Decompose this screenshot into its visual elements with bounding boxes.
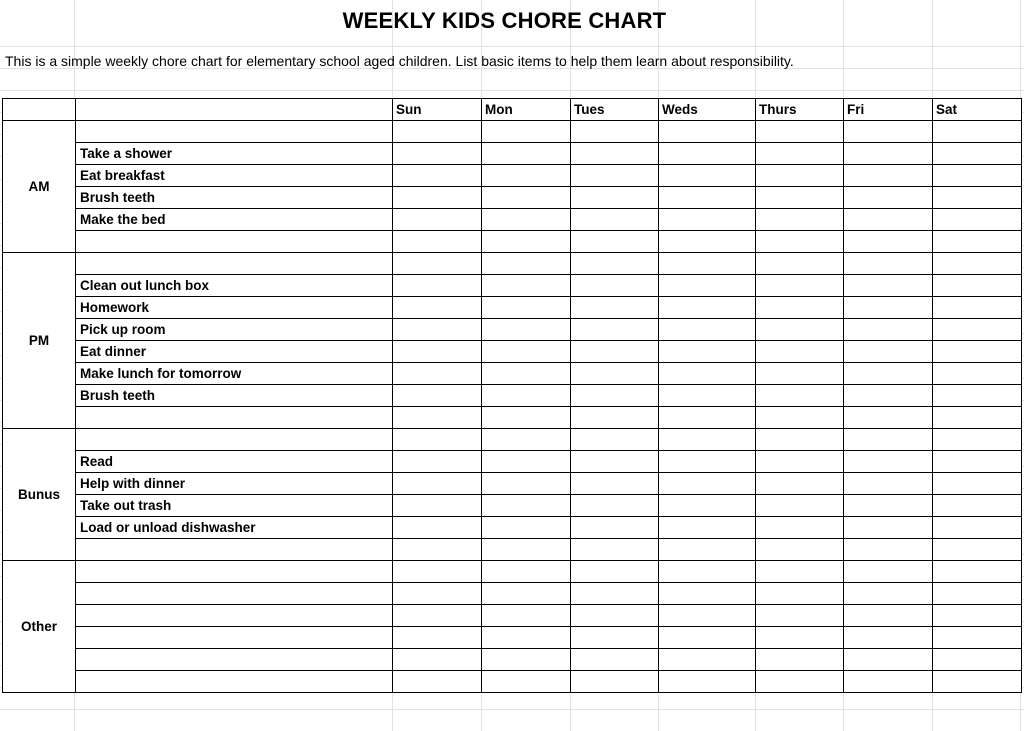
chore-row: [3, 605, 1022, 627]
checkbox-cell-fri[interactable]: [844, 671, 933, 693]
checkbox-cell-weds[interactable]: [659, 539, 756, 561]
checkbox-cell-mon[interactable]: [482, 187, 571, 209]
chore-task-cell: Load or unload dishwasher: [76, 517, 393, 539]
checkbox-cell-sat[interactable]: [933, 451, 1022, 473]
chore-row: [3, 473, 1022, 495]
checkbox-cell-weds[interactable]: [659, 275, 756, 297]
chore-task-cell: Eat dinner: [76, 341, 393, 363]
checkbox-cell-tues[interactable]: [571, 165, 659, 187]
checkbox-cell-sat[interactable]: [933, 649, 1022, 671]
checkbox-cell-sat[interactable]: [933, 517, 1022, 539]
checkbox-cell-weds[interactable]: [659, 121, 756, 143]
checkbox-cell-sun[interactable]: [393, 583, 482, 605]
chore-row: [3, 649, 1022, 671]
checkbox-cell-fri[interactable]: [844, 429, 933, 451]
checkbox-cell-tues[interactable]: [571, 451, 659, 473]
chore-row: [3, 143, 1022, 165]
checkbox-cell-fri[interactable]: [844, 649, 933, 671]
checkbox-cell-weds[interactable]: [659, 319, 756, 341]
chore-row: [3, 407, 1022, 429]
checkbox-cell-thurs[interactable]: [756, 187, 844, 209]
checkbox-cell-weds[interactable]: [659, 253, 756, 275]
checkbox-cell-tues[interactable]: [571, 209, 659, 231]
checkbox-cell-mon[interactable]: [482, 649, 571, 671]
checkbox-cell-thurs[interactable]: [756, 671, 844, 693]
checkbox-cell-tues[interactable]: [571, 671, 659, 693]
checkbox-cell-mon[interactable]: [482, 143, 571, 165]
checkbox-cell-sat[interactable]: [933, 407, 1022, 429]
checkbox-cell-fri[interactable]: [844, 363, 933, 385]
checkbox-cell-tues[interactable]: [571, 121, 659, 143]
page-title: WEEKLY KIDS CHORE CHART: [342, 8, 667, 33]
checkbox-cell-sat[interactable]: [933, 583, 1022, 605]
header-blank-cell: [3, 99, 76, 121]
day-header-fri: Fri: [844, 99, 933, 121]
checkbox-cell-sat[interactable]: [933, 627, 1022, 649]
checkbox-cell-sat[interactable]: [933, 429, 1022, 451]
checkbox-cell-tues[interactable]: [571, 495, 659, 517]
checkbox-cell-thurs[interactable]: [756, 627, 844, 649]
checkbox-cell-sat[interactable]: [933, 319, 1022, 341]
chore-row: [3, 341, 1022, 363]
checkbox-cell-weds[interactable]: [659, 209, 756, 231]
chore-row: [3, 451, 1022, 473]
chore-task-cell: [76, 539, 393, 561]
chore-task-cell: Read: [76, 451, 393, 473]
checkbox-cell-sun[interactable]: [393, 231, 482, 253]
checkbox-cell-sat[interactable]: [933, 495, 1022, 517]
day-header-tues: Tues: [571, 99, 659, 121]
checkbox-cell-thurs[interactable]: [756, 517, 844, 539]
checkbox-cell-thurs[interactable]: [756, 473, 844, 495]
checkbox-cell-sat[interactable]: [933, 209, 1022, 231]
checkbox-cell-tues[interactable]: [571, 429, 659, 451]
checkbox-cell-sun[interactable]: [393, 671, 482, 693]
checkbox-cell-sat[interactable]: [933, 253, 1022, 275]
checkbox-cell-sat[interactable]: [933, 187, 1022, 209]
checkbox-cell-sun[interactable]: [393, 253, 482, 275]
checkbox-cell-mon[interactable]: [482, 165, 571, 187]
chore-task-cell: Eat breakfast: [76, 165, 393, 187]
checkbox-cell-fri[interactable]: [844, 517, 933, 539]
checkbox-cell-mon[interactable]: [482, 297, 571, 319]
checkbox-cell-tues[interactable]: [571, 561, 659, 583]
day-header-weds: Weds: [659, 99, 756, 121]
checkbox-cell-sun[interactable]: [393, 297, 482, 319]
chore-task-cell: [76, 583, 393, 605]
checkbox-cell-weds[interactable]: [659, 473, 756, 495]
day-header-sun: Sun: [393, 99, 482, 121]
checkbox-cell-mon[interactable]: [482, 671, 571, 693]
chore-task-cell: [76, 605, 393, 627]
checkbox-cell-fri[interactable]: [844, 231, 933, 253]
checkbox-cell-weds[interactable]: [659, 517, 756, 539]
chore-task-cell: Take a shower: [76, 143, 393, 165]
chore-task-cell: Make lunch for tomorrow: [76, 363, 393, 385]
checkbox-cell-sat[interactable]: [933, 605, 1022, 627]
checkbox-cell-tues[interactable]: [571, 275, 659, 297]
checkbox-cell-thurs[interactable]: [756, 407, 844, 429]
checkbox-cell-mon[interactable]: [482, 275, 571, 297]
chore-task-cell: Help with dinner: [76, 473, 393, 495]
checkbox-cell-sun[interactable]: [393, 385, 482, 407]
checkbox-cell-fri[interactable]: [844, 583, 933, 605]
checkbox-cell-tues[interactable]: [571, 583, 659, 605]
checkbox-cell-sat[interactable]: [933, 121, 1022, 143]
checkbox-cell-sat[interactable]: [933, 297, 1022, 319]
gridline: [0, 90, 1024, 91]
checkbox-cell-fri[interactable]: [844, 605, 933, 627]
checkbox-cell-mon[interactable]: [482, 561, 571, 583]
checkbox-cell-thurs[interactable]: [756, 495, 844, 517]
checkbox-cell-weds[interactable]: [659, 451, 756, 473]
checkbox-cell-sat[interactable]: [933, 275, 1022, 297]
checkbox-cell-thurs[interactable]: [756, 121, 844, 143]
chore-row: [3, 561, 1022, 583]
checkbox-cell-fri[interactable]: [844, 165, 933, 187]
checkbox-cell-weds[interactable]: [659, 605, 756, 627]
chore-task-cell: [76, 671, 393, 693]
checkbox-cell-weds[interactable]: [659, 165, 756, 187]
checkbox-cell-fri[interactable]: [844, 275, 933, 297]
checkbox-cell-thurs[interactable]: [756, 363, 844, 385]
chore-task-cell: Homework: [76, 297, 393, 319]
checkbox-cell-tues[interactable]: [571, 341, 659, 363]
checkbox-cell-fri[interactable]: [844, 539, 933, 561]
checkbox-cell-sat[interactable]: [933, 231, 1022, 253]
checkbox-cell-thurs[interactable]: [756, 253, 844, 275]
checkbox-cell-weds[interactable]: [659, 429, 756, 451]
checkbox-cell-fri[interactable]: [844, 319, 933, 341]
checkbox-cell-tues[interactable]: [571, 385, 659, 407]
checkbox-cell-sun[interactable]: [393, 517, 482, 539]
checkbox-cell-sun[interactable]: [393, 319, 482, 341]
checkbox-cell-thurs[interactable]: [756, 583, 844, 605]
checkbox-cell-tues[interactable]: [571, 231, 659, 253]
checkbox-cell-sun[interactable]: [393, 627, 482, 649]
checkbox-cell-sun[interactable]: [393, 209, 482, 231]
checkbox-cell-tues[interactable]: [571, 143, 659, 165]
checkbox-cell-sat[interactable]: [933, 473, 1022, 495]
checkbox-cell-weds[interactable]: [659, 363, 756, 385]
checkbox-cell-weds[interactable]: [659, 495, 756, 517]
chore-row: [3, 165, 1022, 187]
checkbox-cell-thurs[interactable]: [756, 319, 844, 341]
checkbox-cell-mon[interactable]: [482, 121, 571, 143]
checkbox-cell-sat[interactable]: [933, 671, 1022, 693]
chore-task-cell: [76, 121, 393, 143]
checkbox-cell-fri[interactable]: [844, 627, 933, 649]
checkbox-cell-sun[interactable]: [393, 495, 482, 517]
checkbox-cell-tues[interactable]: [571, 319, 659, 341]
checkbox-cell-thurs[interactable]: [756, 341, 844, 363]
checkbox-cell-mon[interactable]: [482, 209, 571, 231]
chore-row: [3, 517, 1022, 539]
checkbox-cell-fri[interactable]: [844, 209, 933, 231]
checkbox-cell-thurs[interactable]: [756, 605, 844, 627]
chore-row: [3, 363, 1022, 385]
day-header-sat: Sat: [933, 99, 1022, 121]
chore-task-cell: Brush teeth: [76, 187, 393, 209]
chore-task-cell: [76, 429, 393, 451]
checkbox-cell-fri[interactable]: [844, 495, 933, 517]
checkbox-cell-weds[interactable]: [659, 297, 756, 319]
checkbox-cell-sun[interactable]: [393, 473, 482, 495]
checkbox-cell-tues[interactable]: [571, 363, 659, 385]
checkbox-cell-tues[interactable]: [571, 517, 659, 539]
checkbox-cell-sat[interactable]: [933, 561, 1022, 583]
gridline: [0, 709, 1024, 710]
chore-row: [3, 671, 1022, 693]
checkbox-cell-thurs[interactable]: [756, 385, 844, 407]
chore-row: [3, 209, 1022, 231]
checkbox-cell-weds[interactable]: [659, 671, 756, 693]
chore-row: [3, 187, 1022, 209]
checkbox-cell-weds[interactable]: [659, 583, 756, 605]
checkbox-cell-sun[interactable]: [393, 451, 482, 473]
day-header-thurs: Thurs: [756, 99, 844, 121]
checkbox-cell-fri[interactable]: [844, 187, 933, 209]
checkbox-cell-tues[interactable]: [571, 473, 659, 495]
chore-row: [3, 253, 1022, 275]
chore-task-cell: [76, 649, 393, 671]
checkbox-cell-sun[interactable]: [393, 407, 482, 429]
checkbox-cell-sat[interactable]: [933, 165, 1022, 187]
chore-task-cell: [76, 627, 393, 649]
checkbox-cell-thurs[interactable]: [756, 209, 844, 231]
checkbox-cell-sat[interactable]: [933, 539, 1022, 561]
chore-task-cell: [76, 253, 393, 275]
gridline: [0, 46, 1024, 47]
chore-task-cell: Pick up room: [76, 319, 393, 341]
checkbox-cell-thurs[interactable]: [756, 165, 844, 187]
chore-row: [3, 583, 1022, 605]
checkbox-cell-weds[interactable]: [659, 341, 756, 363]
checkbox-cell-mon[interactable]: [482, 319, 571, 341]
checkbox-cell-tues[interactable]: [571, 253, 659, 275]
checkbox-cell-sat[interactable]: [933, 385, 1022, 407]
section-label-am: AM: [3, 121, 76, 253]
checkbox-cell-thurs[interactable]: [756, 297, 844, 319]
header-task-cell: [76, 99, 393, 121]
checkbox-cell-sun[interactable]: [393, 605, 482, 627]
checkbox-cell-mon[interactable]: [482, 253, 571, 275]
checkbox-cell-tues[interactable]: [571, 187, 659, 209]
checkbox-cell-sun[interactable]: [393, 341, 482, 363]
checkbox-cell-sun[interactable]: [393, 363, 482, 385]
checkbox-cell-thurs[interactable]: [756, 429, 844, 451]
checkbox-cell-thurs[interactable]: [756, 649, 844, 671]
chart-description: This is a simple weekly chore chart for elementary school aged children. List basic items to help them learn about responsibility.: [5, 53, 794, 69]
chore-task-cell: Brush teeth: [76, 385, 393, 407]
checkbox-cell-mon[interactable]: [482, 407, 571, 429]
checkbox-cell-weds[interactable]: [659, 649, 756, 671]
chore-row: [3, 297, 1022, 319]
checkbox-cell-thurs[interactable]: [756, 451, 844, 473]
checkbox-cell-fri[interactable]: [844, 561, 933, 583]
checkbox-cell-sun[interactable]: [393, 561, 482, 583]
chore-row: [3, 495, 1022, 517]
chore-task-cell: [76, 231, 393, 253]
checkbox-cell-sun[interactable]: [393, 165, 482, 187]
checkbox-cell-thurs[interactable]: [756, 143, 844, 165]
checkbox-cell-weds[interactable]: [659, 561, 756, 583]
checkbox-cell-sat[interactable]: [933, 363, 1022, 385]
checkbox-cell-weds[interactable]: [659, 407, 756, 429]
chore-row: [3, 231, 1022, 253]
checkbox-cell-thurs[interactable]: [756, 539, 844, 561]
chore-row: [3, 121, 1022, 143]
checkbox-cell-sun[interactable]: [393, 429, 482, 451]
checkbox-cell-mon[interactable]: [482, 627, 571, 649]
checkbox-cell-weds[interactable]: [659, 627, 756, 649]
checkbox-cell-fri[interactable]: [844, 297, 933, 319]
checkbox-cell-tues[interactable]: [571, 627, 659, 649]
checkbox-cell-thurs[interactable]: [756, 561, 844, 583]
checkbox-cell-tues[interactable]: [571, 297, 659, 319]
section-label-other: Other: [3, 561, 76, 693]
section-label-bunus: Bunus: [3, 429, 76, 561]
checkbox-cell-mon[interactable]: [482, 341, 571, 363]
checkbox-cell-fri[interactable]: [844, 143, 933, 165]
checkbox-cell-sun[interactable]: [393, 539, 482, 561]
checkbox-cell-sun[interactable]: [393, 275, 482, 297]
checkbox-cell-fri[interactable]: [844, 407, 933, 429]
checkbox-cell-mon[interactable]: [482, 231, 571, 253]
checkbox-cell-fri[interactable]: [844, 451, 933, 473]
checkbox-cell-tues[interactable]: [571, 407, 659, 429]
checkbox-cell-sun[interactable]: [393, 143, 482, 165]
checkbox-cell-sun[interactable]: [393, 187, 482, 209]
day-header-mon: Mon: [482, 99, 571, 121]
checkbox-cell-weds[interactable]: [659, 231, 756, 253]
checkbox-cell-thurs[interactable]: [756, 231, 844, 253]
checkbox-cell-fri[interactable]: [844, 385, 933, 407]
checkbox-cell-thurs[interactable]: [756, 275, 844, 297]
chore-task-cell: Take out trash: [76, 495, 393, 517]
chore-row: [3, 539, 1022, 561]
checkbox-cell-weds[interactable]: [659, 385, 756, 407]
checkbox-cell-tues[interactable]: [571, 649, 659, 671]
checkbox-cell-sat[interactable]: [933, 143, 1022, 165]
chore-chart-table: [2, 98, 1022, 693]
chore-row: [3, 627, 1022, 649]
checkbox-cell-mon[interactable]: [482, 583, 571, 605]
chore-row: [3, 319, 1022, 341]
section-label-pm: PM: [3, 253, 76, 429]
checkbox-cell-mon[interactable]: [482, 517, 571, 539]
checkbox-cell-mon[interactable]: [482, 363, 571, 385]
checkbox-cell-fri[interactable]: [844, 121, 933, 143]
chore-row: [3, 275, 1022, 297]
checkbox-cell-fri[interactable]: [844, 341, 933, 363]
checkbox-cell-mon[interactable]: [482, 605, 571, 627]
header-row: [3, 99, 1022, 121]
checkbox-cell-mon[interactable]: [482, 473, 571, 495]
chore-task-cell: [76, 561, 393, 583]
chore-task-cell: [76, 407, 393, 429]
checkbox-cell-weds[interactable]: [659, 187, 756, 209]
checkbox-cell-tues[interactable]: [571, 605, 659, 627]
chore-row: [3, 385, 1022, 407]
chore-row: [3, 429, 1022, 451]
chore-task-cell: Make the bed: [76, 209, 393, 231]
checkbox-cell-weds[interactable]: [659, 143, 756, 165]
checkbox-cell-mon[interactable]: [482, 451, 571, 473]
checkbox-cell-tues[interactable]: [571, 539, 659, 561]
checkbox-cell-sun[interactable]: [393, 649, 482, 671]
checkbox-cell-sun[interactable]: [393, 121, 482, 143]
checkbox-cell-mon[interactable]: [482, 495, 571, 517]
checkbox-cell-mon[interactable]: [482, 539, 571, 561]
checkbox-cell-sat[interactable]: [933, 341, 1022, 363]
checkbox-cell-fri[interactable]: [844, 253, 933, 275]
checkbox-cell-fri[interactable]: [844, 473, 933, 495]
checkbox-cell-mon[interactable]: [482, 429, 571, 451]
chore-task-cell: Clean out lunch box: [76, 275, 393, 297]
checkbox-cell-mon[interactable]: [482, 385, 571, 407]
